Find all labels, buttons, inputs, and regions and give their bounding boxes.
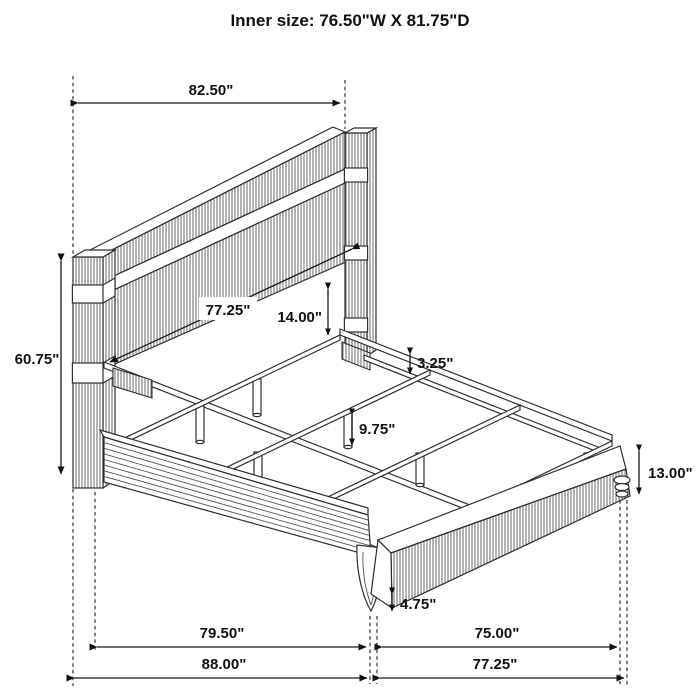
dim-headboard-clearance: 14.00" [277,309,322,326]
diagram-title: Inner size: 76.50"W X 81.75"D [230,11,470,30]
dim-side-rail-length: 79.50" [199,625,245,642]
dim-slat-leg-height: 9.75" [359,421,396,438]
dim-headboard-inner-width: 77.25" [205,302,251,319]
headboard-right-post [344,128,376,356]
footboard [371,446,630,608]
dim-headboard-width: 82.50" [188,82,234,99]
side-rail [100,430,371,556]
dim-corner-leg-height: 4.75" [400,596,437,613]
dim-rail-gap: 3.25" [417,355,454,372]
dim-headboard-height: 60.75" [14,351,60,368]
dim-footboard-height: 13.00" [648,465,693,482]
footboard-right-leg [614,476,630,497]
dim-total-depth: 88.00" [201,656,247,673]
dim-footboard-width: 77.25" [472,656,518,673]
right-inner-rail [364,355,598,452]
dim-footboard-inner-width: 75.00" [474,625,520,642]
